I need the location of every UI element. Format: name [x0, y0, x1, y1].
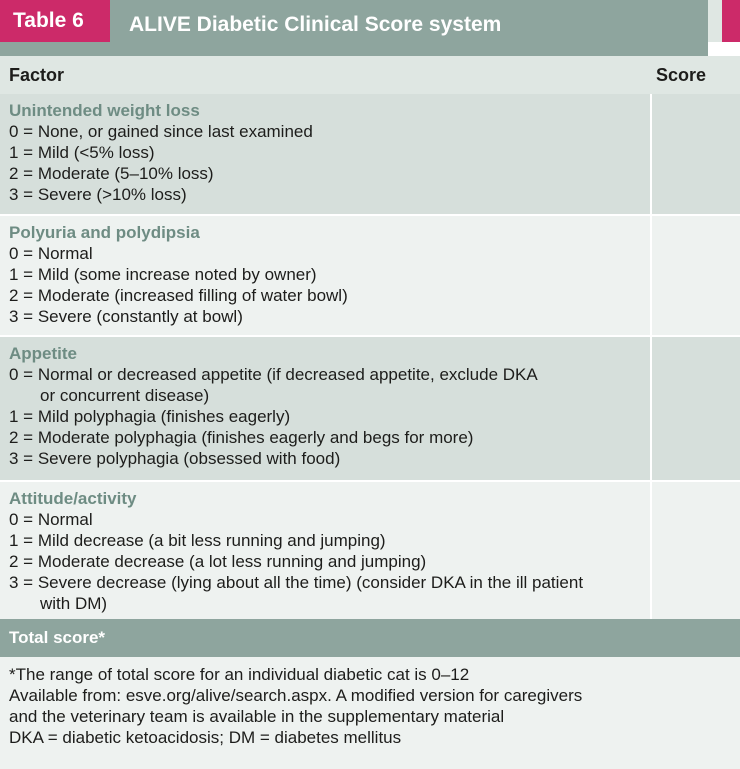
factor-option: 1 = Mild (some increase noted by owner) [9, 265, 317, 284]
table-footnotes [0, 657, 740, 769]
factor-option: 2 = Moderate decrease (a lot less running and jumping) [9, 552, 427, 571]
factor-option: 2 = Moderate polyphagia (finishes eagerly and begs for more) [9, 428, 474, 447]
score-cell [652, 94, 740, 214]
factor-row-appetite [0, 337, 740, 480]
factor-option-continued: or concurrent disease) [40, 386, 210, 405]
factor-title: Attitude/activity [9, 489, 137, 508]
footnote: Available from: esve.org/alive/search.aspx. A modified version for caregivers [9, 686, 583, 705]
factor-option-continued: with DM) [40, 594, 108, 613]
footnote: and the veterinary team is available in the supplementary material [9, 707, 505, 726]
factor-option: 1 = Mild decrease (a bit less running and jumping) [9, 531, 386, 550]
table-header [0, 0, 740, 56]
header-edge-accent [722, 0, 740, 42]
factor-option: 2 = Moderate (5–10% loss) [9, 164, 214, 183]
column-header-factor: Factor [9, 65, 65, 85]
factor-title: Polyuria and polydipsia [9, 223, 200, 242]
score-cell [652, 482, 740, 619]
factor-option: 0 = Normal [9, 244, 93, 263]
factor-option: 0 = Normal or decreased appetite (if decreased appetite, exclude DKA [9, 365, 538, 384]
table-number-tag: Table 6 [0, 0, 110, 42]
factor-option: 1 = Mild polyphagia (finishes eagerly) [9, 407, 291, 426]
footnote: DKA = diabetic ketoacidosis; DM = diabetes mellitus [9, 728, 402, 747]
factor-option: 3 = Severe (constantly at bowl) [9, 307, 243, 326]
column-header-row [0, 56, 740, 94]
factor-option: 1 = Mild (<5% loss) [9, 143, 155, 162]
factor-option: 3 = Severe (>10% loss) [9, 185, 187, 204]
factor-option: 2 = Moderate (increased filling of water bowl) [9, 286, 348, 305]
factor-row-weight-loss [0, 94, 740, 214]
factor-option: 3 = Severe polyphagia (obsessed with food) [9, 449, 341, 468]
score-cell [652, 337, 740, 480]
total-score-label: Total score* [9, 628, 106, 647]
factor-title: Unintended weight loss [9, 101, 200, 120]
total-score-row [0, 619, 740, 657]
factor-row-polyuria [0, 216, 740, 335]
factor-option: 0 = None, or gained since last examined [9, 122, 313, 141]
factor-row-attitude [0, 482, 740, 619]
factor-option: 0 = Normal [9, 510, 93, 529]
footnote: *The range of total score for an individual diabetic cat is 0–12 [9, 665, 470, 684]
column-header-score: Score [656, 65, 707, 85]
factor-option: 3 = Severe decrease (lying about all the time) (consider DKA in the ill patient [9, 573, 584, 592]
score-cell [652, 216, 740, 335]
table-title: ALIVE Diabetic Clinical Score system [129, 13, 502, 36]
factor-title: Appetite [9, 344, 77, 363]
header-edge-light [708, 0, 722, 42]
